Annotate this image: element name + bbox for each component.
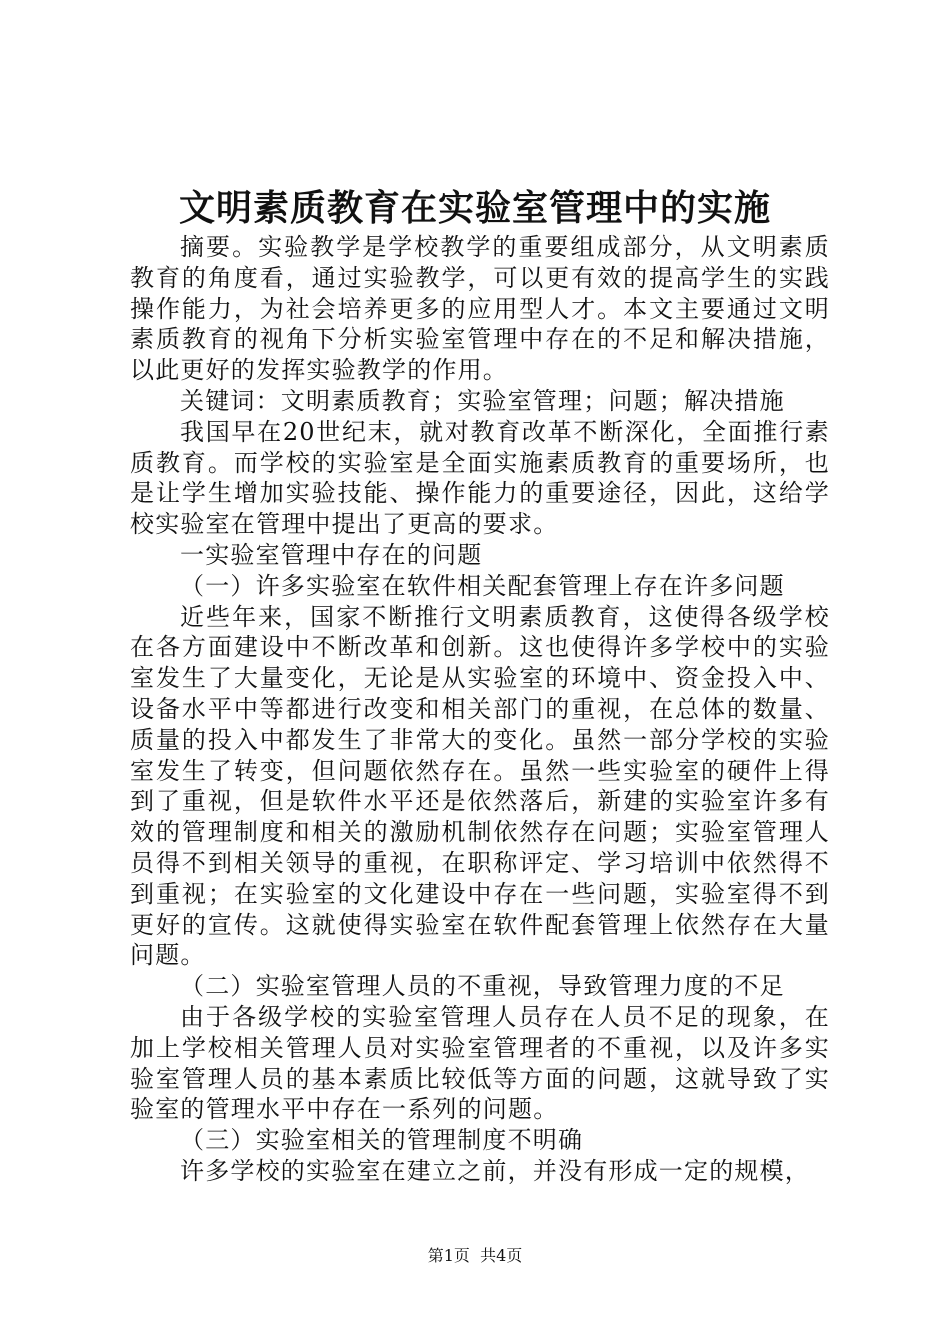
body-paragraph: 许多学校的实验室在建立之前，并没有形成一定的规模， <box>180 1156 810 1185</box>
document-title: 文明素质教育在实验室管理中的实施 <box>178 187 771 229</box>
subsection-heading: （二）实验室管理人员的不重视，导致管理力度的不足 <box>180 972 785 1001</box>
keywords-paragraph: 关键词：文明素质教育；实验室管理；问题；解决措施 <box>180 386 785 415</box>
body-paragraph: 由于各级学校的实验室管理人员存在人员不足的现象，在加上学校相关管理人员对实验室管理者的不重视，以及许多实验室管理人员的基本素质比较低等方面的问题，这就导致了实验室的管理水平中存在一系列的问题。 <box>130 1002 830 1124</box>
page-number-footer: 第1页 共4页 <box>427 1246 523 1265</box>
subsection-heading: （三）实验室相关的管理制度不明确 <box>180 1126 584 1155</box>
intro-paragraph: 我国早在20世纪末，就对教育改革不断深化，全面推行素质教育。而学校的实验室是全面实施素质教育的重要场所，也是让学生增加实验技能、操作能力的重要途径，因此，这给学校实验室在管理中提出了更高的要求。 <box>130 417 830 539</box>
section-heading: 一实验室管理中存在的问题 <box>180 540 483 569</box>
subsection-heading: （一）许多实验室在软件相关配套管理上存在许多问题 <box>180 571 785 600</box>
abstract-paragraph: 摘要。实验教学是学校教学的重要组成部分，从文明素质教育的角度看，通过实验教学，可以更有效的提高学生的实践操作能力，为社会培养更多的应用型人才。本文主要通过文明素质教育的视角下分析实验室管理中存在的不足和解决措施，以此更好的发挥实验教学的作用。 <box>130 233 830 385</box>
document-body <box>130 232 830 1187</box>
body-paragraph: 近些年来，国家不断推行文明素质教育，这使得各级学校在各方面建设中不断改革和创新。这也使得许多学校中的实验室发生了大量变化，无论是从实验室的环境中、资金投入中、设备水平中等都进行改变和相关部门的重视，在总体的数量、质量的投入中都发生了非常大的变化。虽然一部分学校的实验室发生了转变，但问题依然存在。虽然一些实验室的硬件上得到了重视，但是软件水平还是依然落后，新建的实验室许多有效的管理制度和相关的激励机制依然存在问题；实验室管理人员得不到相关领导的重视，在职称评定、学习培训中依然得不到重视；在实验室的文化建设中存在一些问题，实验室得不到更好的宣传。这就使得实验室在软件配套管理上依然存在大量问题。 <box>130 602 830 970</box>
